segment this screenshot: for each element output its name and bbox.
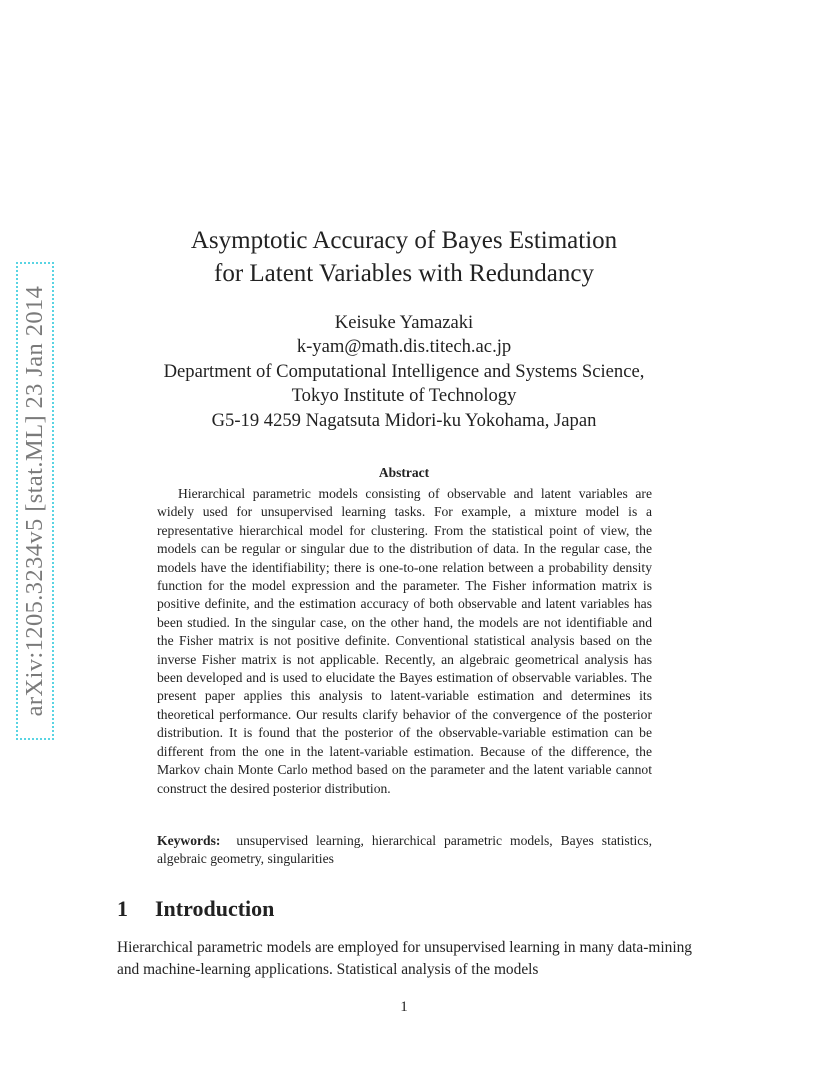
abstract-heading: Abstract	[378, 465, 430, 480]
introduction-text: Hierarchical parametric models are employed for unsupervised learning in many data-mining and machine-learning applications. Statistical analysis of the models	[117, 939, 692, 978]
abstract-text: Hierarchical parametric models consisting of observable and latent variables are widely used for unsupervised learning tasks. For example, a mixture model is a representative hierarchical model for clustering. From the statistical point of view, the models can be regular or singular due to the distribution of data. In the regular case, the models have the identifiability; there is one-to-one relation between a probability density function for the model expression and the parameter. The Fisher information matrix is positive definite, and the estimation accuracy of both observable and latent variables has been studied. In the singular case, on the other hand, the models are not identifiable and the Fisher matrix is not positive definite. Conventional statistical analysis based on the inverse Fisher matrix is not applicable. Recently, an algebraic geometrical analysis has been developed and is used to elucidate the Bayes estimation of observable variables. The present paper applies this analysis to latent-variable estimation and determines its theoretical performance. Our results clarify behavior of the convergence of the posterior distribution. It is found that the posterior of the observable-variable estimation can be different from the one in the latent-variable estimation. Because of the difference, the Markov chain Monte Carlo method based on the parameter and the latent variable cannot construct the desired posterior distribution.	[157, 486, 652, 796]
section-heading-introduction	[117, 896, 274, 922]
author-institution: Tokyo Institute of Technology	[291, 385, 517, 407]
author-department: Department of Computational Intelligence and Systems Science,	[163, 360, 645, 382]
author-name: Keisuke Yamazaki	[334, 312, 474, 333]
author-email: k-yam@math.dis.titech.ac.jp	[296, 336, 512, 358]
keywords	[157, 832, 652, 869]
paper-title	[0, 224, 808, 290]
author-address: G5-19 4259 Nagatsuta Midori-ku Yokohama, Japan	[211, 409, 597, 431]
arxiv-identifier[interactable]: arXiv:1205.3234v5 [stat.ML] 23 Jan 2014	[21, 285, 48, 717]
page-number: 1	[400, 999, 408, 1015]
section-title: Introduction	[155, 896, 275, 921]
keywords-text: unsupervised learning, hierarchical parametric models, Bayes statistics, algebraic geometry, singularities	[157, 833, 652, 867]
title-line-2: for Latent Variables with Redundancy	[214, 260, 594, 287]
section-number: 1	[117, 896, 128, 921]
author-block	[0, 311, 808, 433]
title-line-1: Asymptotic Accuracy of Bayes Estimation	[190, 227, 618, 254]
keywords-label: Keywords:	[157, 833, 221, 848]
